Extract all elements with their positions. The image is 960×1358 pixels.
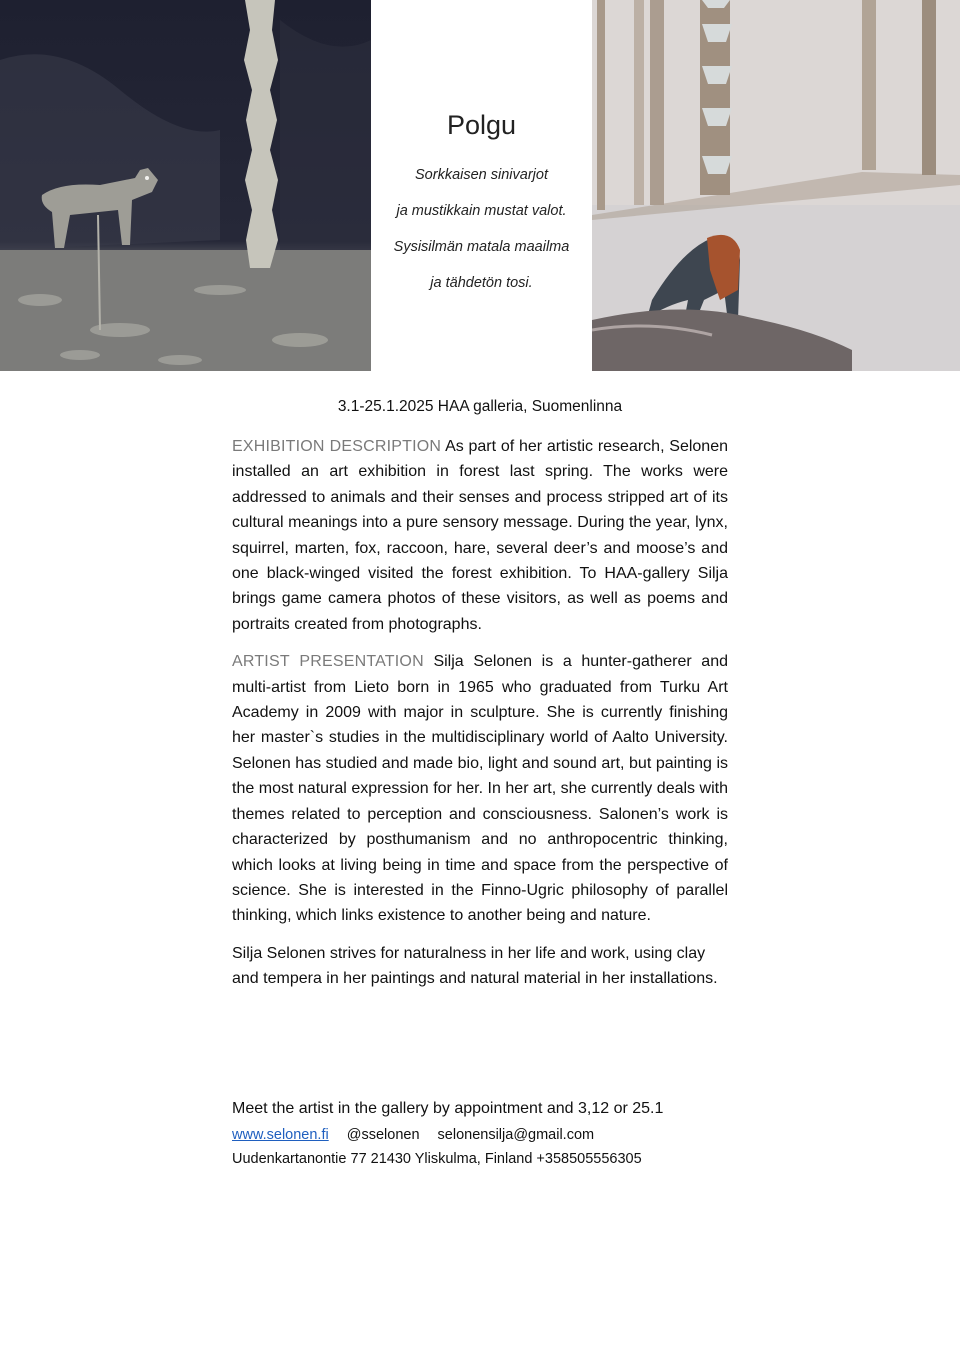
exhibition-description	[232, 434, 728, 637]
poem	[371, 110, 592, 301]
poem-title: Polgu	[446, 110, 517, 140]
fox-painting-image	[592, 0, 960, 371]
lynx-game-camera-photo	[0, 0, 371, 371]
exhibition-dates-location: 3.1-25.1.2025 HAA galleria, Suomenlinna	[337, 398, 623, 415]
naturalness-paragraph: Silja Selonen strives for naturalness in her life and work, using clay and tempera in her paintings and natural material in her installations.	[232, 944, 718, 988]
address-phone: Uudenkartanontie 77 21430 Yliskulma, Finland +358505556305	[232, 1151, 642, 1167]
contact-line	[232, 1123, 752, 1147]
exhibition-description-text: As part of her artistic research, Selonen installed an art exhibition in forest last spring. The works were addressed to animals and their senses and process stripped art of its cultural meanings into a pure sensory message. During the year, lynx, squirrel, marten, fox, raccoon, hare, several deer’s and moose’s and one black-winged visited the forest exhibition. To HAA-gallery Silja brings game camera photos of these visitors, as well as poems and portraits created from photographs.	[232, 438, 728, 633]
poem-line: ja mustikkain mustat valot.	[396, 203, 567, 219]
email-address: selonensilja@gmail.com	[437, 1127, 595, 1143]
contact-info	[232, 1123, 752, 1171]
social-handle: @sselonen	[346, 1127, 420, 1143]
artist-presentation-label: ARTIST PRESENTATION	[232, 653, 424, 671]
poem-line: Sorkkaisen sinivarjot	[415, 167, 548, 183]
artist-presentation	[232, 649, 728, 928]
document-body	[232, 434, 728, 1004]
poem-line: ja tähdetön tosi.	[430, 275, 533, 291]
exhibition-description-label: EXHIBITION DESCRIPTION	[232, 438, 442, 455]
meet-the-artist: Meet the artist in the gallery by appointment and 3,12 or 25.1	[232, 1100, 664, 1117]
artist-presentation-text: Silja Selonen is a hunter-gatherer and multi-artist from Lieto born in 1965 who graduated from Turku Art Academy in 2009 with major in sculpture. She is currently finishing her master`s studies in the multidisciplinary world of Aalto University. Selonen has studied and made bio, light and sound art, but painting is the most natural expression for her. In her art, she currently deals with themes related to perception and consciousness. Salonen’s work is characterized by posthumanism and no anthropocentric thinking, which looks at living being in time and space from the perspective of science. She is interested in the Finno-Ugric philosophy of parallel thinking, which links existence to another being and nature.	[232, 653, 728, 925]
website-link[interactable]: www.selonen.fi	[232, 1127, 329, 1143]
poem-line: Sysisilmän matala maailma	[393, 239, 570, 255]
